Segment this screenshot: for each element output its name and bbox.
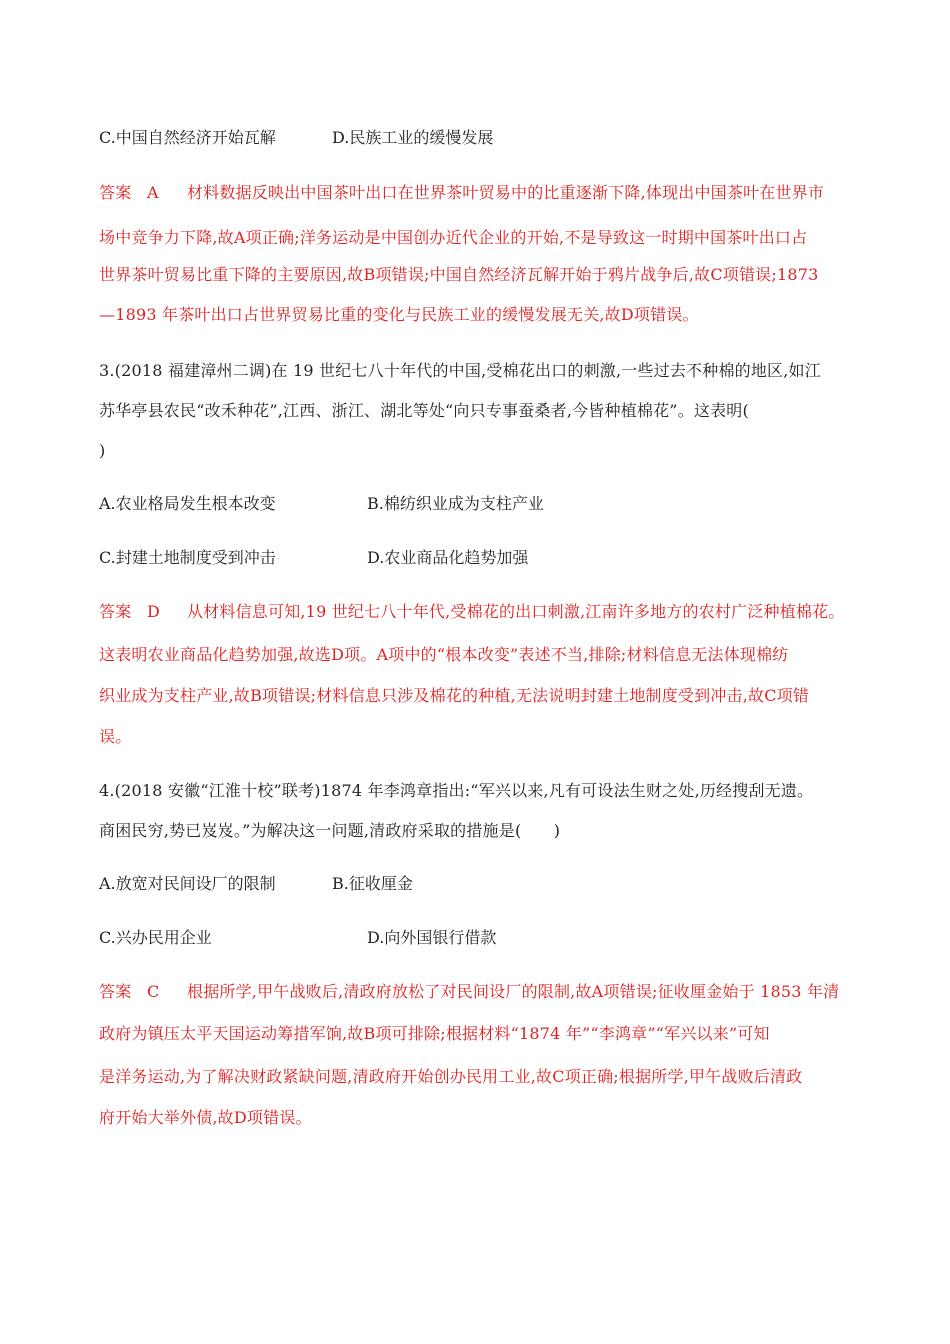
q4-stem-line-1: 4.(2018 安徽“江淮十校”联考)1874 年李鸿章指出:“军兴以来,凡有可设法生财之处,历经搜刮无遗。 (99, 781, 814, 800)
q3-option-d: D.农业商品化趋势加强 (367, 548, 529, 567)
q3-options-row-ab (99, 494, 799, 514)
q3-stem-line-3: ) (99, 441, 106, 460)
q2-option-c: C.中国自然经济开始瓦解 (99, 128, 276, 147)
q4-answer-letter: C (147, 982, 160, 1001)
q2-answer-line-3: 世界茶叶贸易比重下降的主要原因,故B项错误;中国自然经济瓦解开始于鸦片战争后,故C项错误;1873 (99, 265, 819, 284)
q4-option-a: A.放宽对民间设厂的限制 (99, 874, 276, 893)
q3-options-row-cd (99, 548, 799, 568)
q4-answer-line-4: 府开始大举外债,故D项错误。 (99, 1108, 312, 1127)
q4-stem-line-2: 商困民穷,势已岌岌。”为解决这一问题,清政府采取的措施是( ) (99, 821, 561, 840)
q3-answer-line-2: 这表明农业商品化趋势加强,故选D项。A项中的“根本改变”表述不当,排除;材料信息无法体现棉纺 (99, 645, 789, 664)
q3-option-b: B.棉纺织业成为支柱产业 (367, 494, 544, 513)
q4-options-row-cd (99, 928, 799, 948)
q3-answer-text-1: 从材料信息可知,19 世纪七八十年代,受棉花的出口刺激,江南许多地方的农村广泛种植棉花。 (187, 602, 845, 621)
q3-stem-line-2: 苏华亭县农民“改禾种花”,江西、浙江、湖北等处“向只专事蚕桑者,今皆种植棉花”。这表明( (99, 401, 749, 420)
q4-answer-line-3: 是洋务运动,为了解决财政紧缺问题,清政府开始创办民用工业,故C项正确;根据所学,甲午战败后清政 (99, 1067, 803, 1086)
q3-answer-line-4: 误。 (99, 727, 132, 746)
q3-answer-line-1 (99, 602, 859, 622)
q3-stem-line-1: 3.(2018 福建漳州二调)在 19 世纪七八十年代的中国,受棉花出口的刺激,一些过去不种棉的地区,如江 (99, 361, 821, 380)
q4-answer-text-1: 根据所学,甲午战败后,清政府放松了对民间设厂的限制,故A项错误;征收厘金始于 1853 年清 (187, 982, 840, 1001)
q2-answer-line-1 (99, 183, 859, 203)
q3-answer-label: 答案 (99, 602, 132, 621)
q4-option-c: C.兴办民用企业 (99, 928, 212, 947)
q4-option-b: B.征收厘金 (332, 874, 413, 893)
q3-option-a: A.农业格局发生根本改变 (99, 494, 276, 513)
q4-option-d: D.向外国银行借款 (367, 928, 497, 947)
q2-option-d: D.民族工业的缓慢发展 (332, 128, 494, 147)
q4-answer-line-1 (99, 982, 859, 1002)
q4-answer-label: 答案 (99, 982, 132, 1001)
q2-options-row-cd (99, 128, 799, 148)
q2-answer-line-4: —1893 年茶叶出口占世界贸易比重的变化与民族工业的缓慢发展无关,故D项错误。 (99, 305, 699, 324)
q2-answer-label: 答案 (99, 183, 132, 202)
q2-answer-line-2: 场中竞争力下降,故A项正确;洋务运动是中国创办近代企业的开始,不是导致这一时期中国茶叶出口占 (99, 228, 808, 247)
q3-option-c: C.封建土地制度受到冲击 (99, 548, 276, 567)
q3-answer-letter: D (147, 602, 161, 621)
q2-answer-letter: A (147, 183, 159, 202)
q4-answer-line-2: 政府为镇压太平天国运动筹措军饷,故B项可排除;根据材料“1874 年”“李鸿章”“军兴以来”可知 (99, 1024, 770, 1043)
q2-answer-text-1: 材料数据反映出中国茶叶出口在世界茶叶贸易中的比重逐渐下降,体现出中国茶叶在世界市 (187, 183, 825, 202)
q4-options-row-ab (99, 874, 799, 894)
q3-answer-line-3: 织业成为支柱产业,故B项错误;材料信息只涉及棉花的种植,无法说明封建土地制度受到冲击,故C项错 (99, 686, 810, 705)
